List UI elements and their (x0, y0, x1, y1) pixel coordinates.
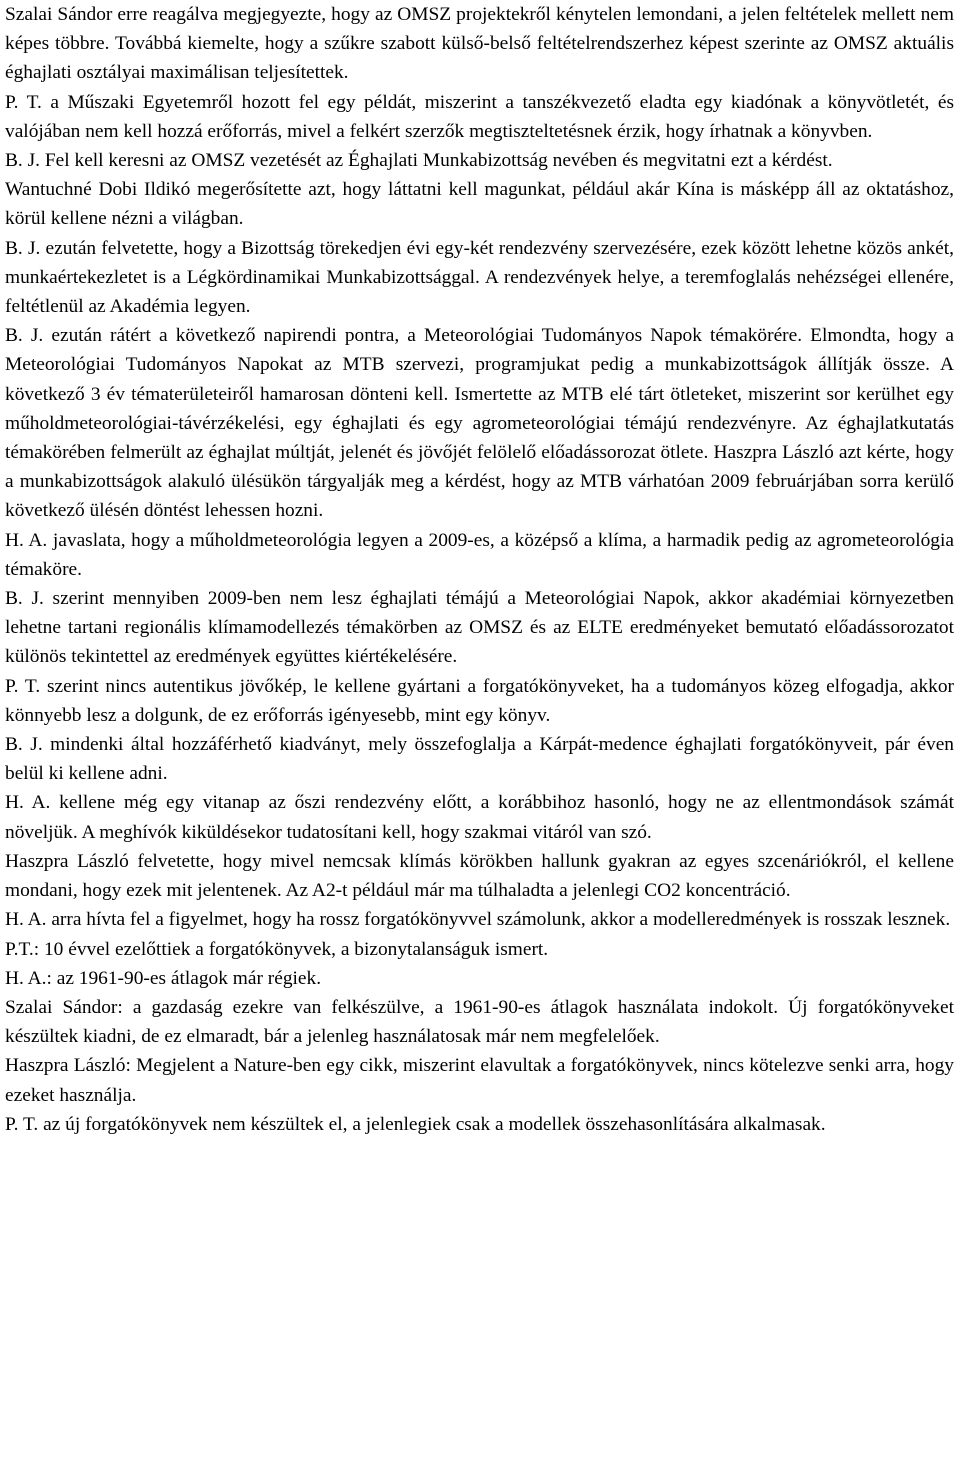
paragraph-bj-kiadvany: B. J. mindenki által hozzáférhető kiadványt, mely összefoglalja a Kárpát-medence éghajlati forgatókönyveit, pár éven belül ki kellene adni. (5, 734, 954, 785)
paragraph-bj-rendezvenyek: B. J. ezután felvetette, hogy a Bizottság törekedjen évi egy-két rendezvény szervezésére, ezek között lehetne közös ankét, munkaértekezletet is a Légkördinamikai Munkabizottsággal. A rendezvények helye, a teremfoglalás nehézségei ellenére, feltétlenül az Akadémia legyen. (5, 237, 954, 318)
paragraph-ha-vitanap: H. A. kellene még egy vitanap az őszi rendezvény előtt, a korábbihoz hasonló, hogy ne az ellentmondások számát növeljük. A meghívók kiküldésekor tudatosítani kell, hogy szakmai vitáról van szó. (5, 792, 954, 843)
paragraph-bj-klimamodellezes: B. J. szerint mennyiben 2009-ben nem lesz éghajlati témájú a Meteorológiai Napok, akkor akadémiai környezetben lehetne tartani regionális klímamodellezés témakörben az OMSZ és az ELTE eredményeket bemutató előadássorozatot különös tekintettel az eredmények együttes kiértékelésére. (5, 588, 954, 668)
paragraph-haszpra-szcenariok: Haszpra László felvetette, hogy mivel nemcsak klímás körökben hallunk gyakran az egyes szcenáriókról, el kellene mondani, hogy ezek mit jelentenek. Az A2-t például már ma túlhaladta a jelenlegi CO2 koncentráció. (5, 850, 954, 902)
paragraph-szalai-reaction: Szalai Sándor erre reagálva megjegyezte, hogy az OMSZ projektekről kénytelen lemondani, a jelen feltételek mellett nem képes többre. Továbbá kiemelte, hogy a szűkre szabott külső-belső feltételrendszerhez képest szerinte az OMSZ aktuális éghajlati osztályai maximálisan teljesítettek. (5, 4, 954, 84)
paragraph-pt-uj-forgatokonyvek: P. T. az új forgatókönyvek nem készültek el, a jelenlegiek csak a modellek összehasonlítására alkalmasak. (5, 1113, 826, 1135)
paragraph-pt-jovokep: P. T. szerint nincs autentikus jövőkép, le kellene gyártani a forgatókönyveket, ha a tudományos közeg elfogadja, akkor könnyebb lesz a dolgunk, de ez erőforrás igényesebb, mint egy könyv. (5, 675, 954, 726)
paragraph-wantuchne: Wantuchné Dobi Ildikó megerősítette azt, hogy láttatni kell magunkat, például akár Kína is másképp áll az oktatáshoz, körül kellene nézni a világban. (5, 179, 954, 230)
paragraph-ha-javaslat: H. A. javaslata, hogy a műholdmeteorológia legyen a 2009-es, a középső a klíma, a harmadik pedig az agrometeorológia témaköre. (5, 529, 954, 580)
paragraph-pt-10-ev: P.T.: 10 évvel ezelőttiek a forgatókönyvek, a bizonytalanságuk ismert. (5, 938, 549, 960)
paragraph-ha-atlagok: H. A.: az 1961-90-es átlagok már régiek. (5, 967, 322, 989)
paragraph-szalai-gazdasag: Szalai Sándor: a gazdaság ezekre van felkészülve, a 1961-90-es átlagok használata indokolt. Új forgatókönyveket készültek kiadni, de ez elmaradt, bár a jelenleg használatosak már nem megfelelőek. (5, 996, 954, 1048)
paragraph-bj-meteorologiai-napok: B. J. ezután rátért a következő napirendi pontra, a Meteorológiai Tudományos Napok témakörére. Elmondta, hogy a Meteorológiai Tudományos Napokat az MTB szervezi, programjukat pedig a munkabizottságok állítják össze. A következő 3 év tématerületeiről hamarosan dönteni kell. Ismertette az MTB elé tárt ötleteket, miszerint sor kerülhet egy műholdmeteorológiai-távérzékelési, egy éghajlati és egy agrometeorológiai témájú rendezvényre. Az éghajlatkutatás témakörében felmerült az éghajlat múltját, jelenét és jövőjét felölelő előadássorozat ötlete. Haszpra László azt kérte, hogy a munkabizottságok alakuló ülésükön tárgyalják meg a kérdést, hogy az MTB várhatóan 2009 februárjában sorra kerülő következő ülésén döntést lehessen hozni. (5, 325, 954, 522)
paragraph-haszpra-nature: Haszpra László: Megjelent a Nature-ben egy cikk, miszerint elavultak a forgatókönyvek, nincs kötelezve senki arra, hogy ezeket használja. (5, 1055, 954, 1106)
paragraph-pt-muszaki-egyetem: P. T. a Műszaki Egyetemről hozott fel egy példát, miszerint a tanszékvezető eladta egy kiadónak a könyvötletét, és valójában nem kell hozzá erőforrás, mivel a felkért szerzők megtiszteltetésnek érzik, hogy írhatnak a könyvben. (5, 91, 954, 142)
paragraph-bj-omsz-vezetes: B. J. Fel kell keresni az OMSZ vezetését az Éghajlati Munkabizottság nevében és megvitatni ezt a kérdést. (5, 150, 833, 172)
paragraph-ha-figyelmeztetes: H. A. arra hívta fel a figyelmet, hogy ha rossz forgatókönyvvel számolunk, akkor a modelleredmények is rosszak lesznek. (5, 909, 951, 931)
